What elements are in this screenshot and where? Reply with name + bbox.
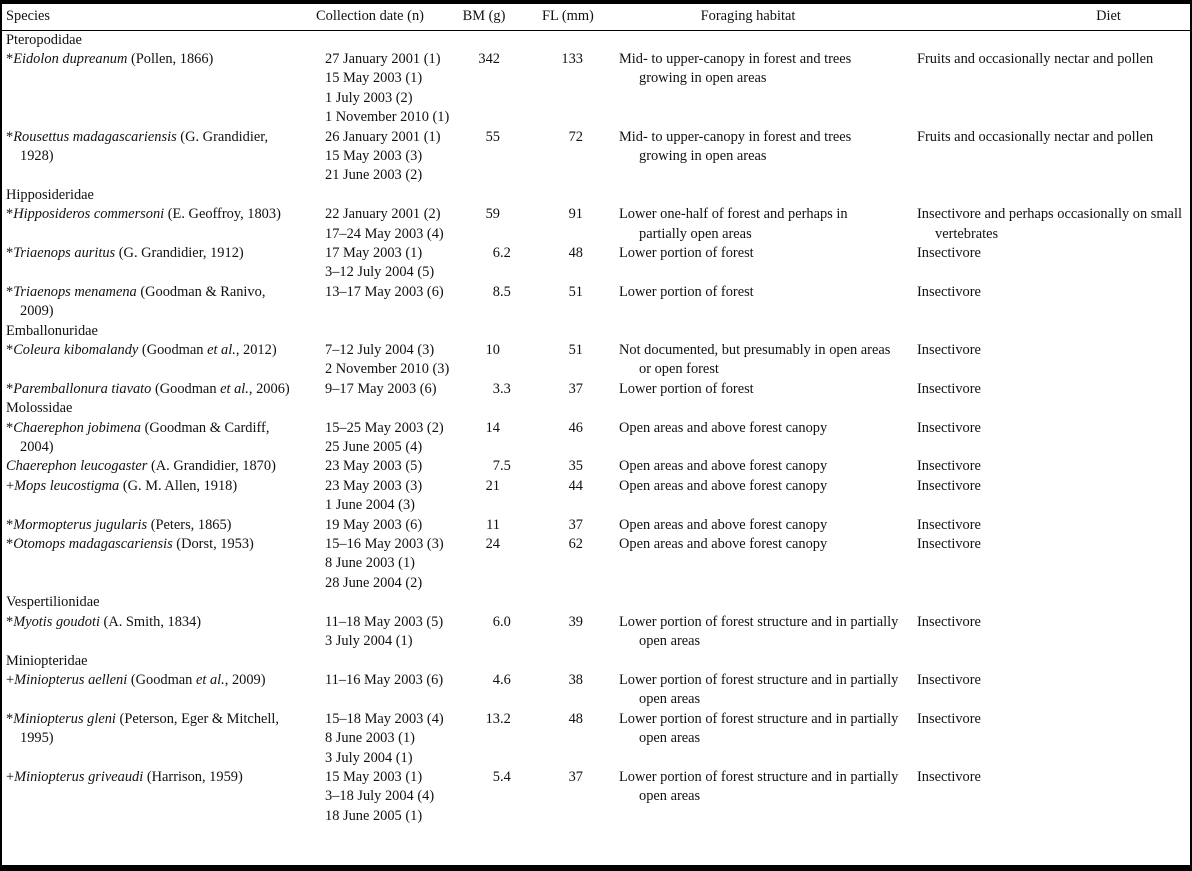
body-mass-cell: 8.5	[492, 283, 511, 300]
collection-dates-cell	[304, 477, 454, 516]
species-row	[2, 283, 1190, 322]
collection-dates-cell	[304, 671, 454, 710]
family-name: Molossidae	[6, 400, 73, 417]
species-row	[2, 535, 1190, 593]
species-row	[2, 457, 1190, 476]
column-header-diet: Diet	[907, 4, 1190, 30]
diet-cell: Insectivore	[917, 283, 981, 300]
family-row	[2, 322, 1190, 341]
table-body	[2, 30, 1190, 826]
forearm-length-cell: 62	[568, 536, 583, 553]
species-row	[2, 710, 1190, 768]
collection-dates-cell	[304, 768, 454, 826]
collection-dates-cell	[304, 613, 454, 652]
family-row	[2, 652, 1190, 671]
species-name: *Myotis goudoti (A. Smith, 1834)	[6, 613, 202, 630]
collection-date: 3–18 July 2004 (4)	[325, 788, 435, 805]
forearm-length-cell: 51	[568, 283, 583, 300]
species-name: *Triaenops menamena (Goodman & Ranivo, 2009)	[6, 283, 266, 320]
foraging-habitat-cell: Lower portion of forest structure and in partially open areas	[619, 671, 899, 708]
species-name: *Chaerephon jobimena (Goodman & Cardiff, 2004)	[6, 419, 270, 456]
collection-date: 2 November 2010 (3)	[325, 361, 450, 378]
forearm-length-cell: 48	[568, 710, 583, 727]
collection-date: 7–12 July 2004 (3)	[325, 342, 435, 358]
foraging-habitat-cell: Lower portion of forest structure and in partially open areas	[619, 768, 899, 805]
diet-cell: Insectivore	[917, 671, 981, 688]
body-mass-cell: 7.5	[492, 458, 511, 475]
collection-date: 1 November 2010 (1)	[325, 109, 450, 126]
collection-date: 21 June 2003 (2)	[325, 167, 423, 184]
species-name: *Hipposideros commersoni (E. Geoffroy, 1803)	[6, 206, 281, 223]
collection-date: 17–24 May 2003 (4)	[325, 225, 444, 242]
foraging-habitat-cell: Mid- to upper-canopy in forest and trees growing in open areas	[619, 128, 852, 164]
diet-cell: Insectivore	[917, 516, 981, 533]
collection-date: 15 May 2003 (1)	[325, 768, 423, 785]
collection-dates-cell	[304, 535, 454, 593]
species-name: Chaerephon leucogaster (A. Grandidier, 1870)	[6, 458, 276, 475]
collection-date: 18 June 2005 (1)	[325, 807, 423, 824]
species-row	[2, 50, 1190, 128]
collection-date: 25 June 2005 (4)	[325, 439, 423, 456]
body-mass-cell: 6.0	[492, 613, 511, 630]
foraging-habitat-cell: Mid- to upper-canopy in forest and trees growing in open areas	[619, 50, 852, 87]
column-header-species: Species	[2, 4, 304, 30]
body-mass-cell: 342	[478, 50, 500, 67]
family-name: Vespertilionidae	[6, 594, 100, 611]
collection-dates-cell	[304, 341, 454, 380]
body-mass-cell: 55	[485, 128, 500, 145]
body-mass-cell: 4.6	[492, 671, 511, 688]
species-row	[2, 341, 1190, 380]
forearm-length-cell: 37	[568, 768, 583, 785]
foraging-habitat-cell: Lower portion of forest	[619, 380, 754, 397]
collection-dates-cell	[304, 516, 454, 535]
diet-cell: Insectivore and perhaps occasionally on small vertebrates	[917, 206, 1182, 242]
diet-cell: Fruits and occasionally nectar and pollen	[917, 128, 1154, 145]
species-row	[2, 205, 1190, 244]
forearm-length-cell: 35	[568, 458, 583, 475]
family-row	[2, 186, 1190, 205]
species-name: +Mops leucostigma (G. M. Allen, 1918)	[6, 477, 238, 494]
family-row	[2, 399, 1190, 418]
family-name: Miniopteridae	[6, 652, 88, 669]
collection-date: 15 May 2003 (3)	[325, 147, 423, 164]
diet-cell: Insectivore	[917, 419, 981, 436]
foraging-habitat-cell: Open areas and above forest canopy	[619, 419, 828, 436]
collection-date: 11–18 May 2003 (5)	[325, 613, 444, 630]
body-mass-cell: 6.2	[492, 244, 511, 261]
diet-cell: Insectivore	[917, 477, 981, 494]
forearm-length-cell: 48	[568, 244, 583, 261]
forearm-length-cell: 44	[568, 477, 583, 494]
collection-date: 3 July 2004 (1)	[325, 749, 413, 766]
body-mass-cell: 24	[485, 536, 500, 553]
species-name: *Coleura kibomalandy (Goodman et al., 2012)	[6, 342, 277, 358]
species-row	[2, 516, 1190, 535]
diet-cell: Fruits and occasionally nectar and pollen	[917, 50, 1154, 67]
species-name: *Rousettus madagascariensis (G. Grandidier, 1928)	[6, 128, 269, 164]
forearm-length-cell: 46	[568, 419, 583, 436]
collection-date: 26 January 2001 (1)	[325, 128, 441, 145]
column-header-foraging-habitat: Foraging habitat	[589, 4, 907, 30]
forearm-length-cell: 51	[568, 342, 583, 358]
forearm-length-cell: 39	[568, 613, 583, 630]
foraging-habitat-cell: Lower portion of forest	[619, 244, 754, 261]
family-row	[2, 30, 1190, 50]
species-name: *Eidolon dupreanum (Pollen, 1866)	[6, 50, 214, 67]
species-row	[2, 477, 1190, 516]
foraging-habitat-cell: Open areas and above forest canopy	[619, 477, 828, 494]
collection-date: 11–16 May 2003 (6)	[325, 671, 444, 688]
species-name: *Paremballonura tiavato (Goodman et al., 2006)	[6, 380, 290, 397]
foraging-habitat-cell: Lower portion of forest	[619, 283, 754, 300]
foraging-habitat-cell: Lower portion of forest structure and in partially open areas	[619, 710, 899, 747]
foraging-habitat-cell: Open areas and above forest canopy	[619, 458, 828, 475]
collection-dates-cell	[304, 419, 454, 458]
collection-date: 19 May 2003 (6)	[325, 516, 423, 533]
collection-dates-cell	[304, 244, 454, 283]
diet-cell: Insectivore	[917, 710, 981, 727]
column-header-body-mass: BM (g)	[454, 4, 514, 30]
species-name: *Miniopterus gleni (Peterson, Eger & Mitchell, 1995)	[6, 710, 279, 747]
species-name: *Mormopterus jugularis (Peters, 1865)	[6, 516, 232, 533]
species-row	[2, 128, 1190, 186]
species-row	[2, 244, 1190, 283]
collection-date: 22 January 2001 (2)	[325, 206, 441, 223]
forearm-length-cell: 91	[568, 206, 583, 223]
foraging-habitat-cell: Lower portion of forest structure and in partially open areas	[619, 613, 899, 650]
collection-date: 8 June 2003 (1)	[325, 730, 415, 747]
collection-date: 1 June 2004 (3)	[325, 497, 415, 514]
family-row	[2, 593, 1190, 612]
forearm-length-cell: 37	[568, 516, 583, 533]
diet-cell: Insectivore	[917, 458, 981, 475]
diet-cell: Insectivore	[917, 613, 981, 630]
species-row	[2, 768, 1190, 826]
diet-cell: Insectivore	[917, 342, 981, 358]
header-row	[2, 4, 1190, 30]
collection-date: 17 May 2003 (1)	[325, 244, 423, 261]
collection-dates-cell	[304, 710, 454, 768]
collection-date: 28 June 2004 (2)	[325, 574, 423, 591]
collection-dates-cell	[304, 380, 454, 399]
species-row	[2, 380, 1190, 399]
collection-dates-cell	[304, 128, 454, 186]
diet-cell: Insectivore	[917, 768, 981, 785]
forearm-length-cell: 72	[568, 128, 583, 145]
species-name: *Otomops madagascariensis (Dorst, 1953)	[6, 536, 254, 553]
foraging-habitat-cell: Open areas and above forest canopy	[619, 536, 828, 553]
collection-date: 8 June 2003 (1)	[325, 555, 415, 572]
collection-date: 15–25 May 2003 (2)	[325, 419, 444, 436]
collection-date: 27 January 2001 (1)	[325, 50, 441, 67]
foraging-habitat-cell: Open areas and above forest canopy	[619, 516, 828, 533]
diet-cell: Insectivore	[917, 380, 981, 397]
collection-date: 3–12 July 2004 (5)	[325, 264, 435, 281]
body-mass-cell: 59	[485, 206, 500, 223]
species-table	[2, 4, 1190, 826]
forearm-length-cell: 37	[568, 380, 583, 397]
collection-dates-cell	[304, 457, 454, 476]
column-header-collection-date: Collection date (n)	[304, 4, 454, 30]
body-mass-cell: 11	[486, 516, 500, 533]
diet-cell: Insectivore	[917, 244, 981, 261]
collection-date: 15–18 May 2003 (4)	[325, 710, 444, 727]
body-mass-cell: 10	[485, 342, 500, 358]
column-header-forearm-length: FL (mm)	[514, 4, 589, 30]
foraging-habitat-cell: Lower one-half of forest and perhaps in partially open areas	[619, 206, 848, 242]
collection-date: 13–17 May 2003 (6)	[325, 283, 444, 300]
family-name: Emballonuridae	[6, 322, 98, 339]
family-name: Hipposideridae	[6, 186, 94, 203]
body-mass-cell: 5.4	[492, 768, 511, 785]
collection-date: 1 July 2003 (2)	[325, 89, 413, 106]
species-name: +Miniopterus griveaudi (Harrison, 1959)	[6, 768, 243, 785]
body-mass-cell: 13.2	[485, 710, 511, 727]
foraging-habitat-cell: Not documented, but presumably in open areas or open forest	[619, 342, 891, 378]
diet-cell: Insectivore	[917, 536, 981, 553]
collection-dates-cell	[304, 50, 454, 128]
collection-date: 15 May 2003 (1)	[325, 70, 423, 87]
species-name: *Triaenops auritus (G. Grandidier, 1912)	[6, 244, 244, 261]
body-mass-cell: 21	[485, 477, 500, 494]
species-row	[2, 613, 1190, 652]
table-header	[2, 4, 1190, 30]
species-name: +Miniopterus aelleni (Goodman et al., 2009)	[6, 671, 266, 688]
forearm-length-cell: 38	[568, 671, 583, 688]
collection-date: 9–17 May 2003 (6)	[325, 380, 437, 397]
collection-dates-cell	[304, 205, 454, 244]
collection-dates-cell	[304, 283, 454, 322]
collection-date: 15–16 May 2003 (3)	[325, 536, 444, 553]
collection-date: 23 May 2003 (3)	[325, 477, 423, 494]
body-mass-cell: 3.3	[492, 380, 511, 397]
species-row	[2, 671, 1190, 710]
family-name: Pteropodidae	[6, 31, 82, 48]
species-row	[2, 419, 1190, 458]
collection-date: 23 May 2003 (5)	[325, 458, 423, 475]
collection-date: 3 July 2004 (1)	[325, 633, 413, 650]
forearm-length-cell: 133	[561, 50, 583, 67]
body-mass-cell: 14	[485, 419, 500, 436]
